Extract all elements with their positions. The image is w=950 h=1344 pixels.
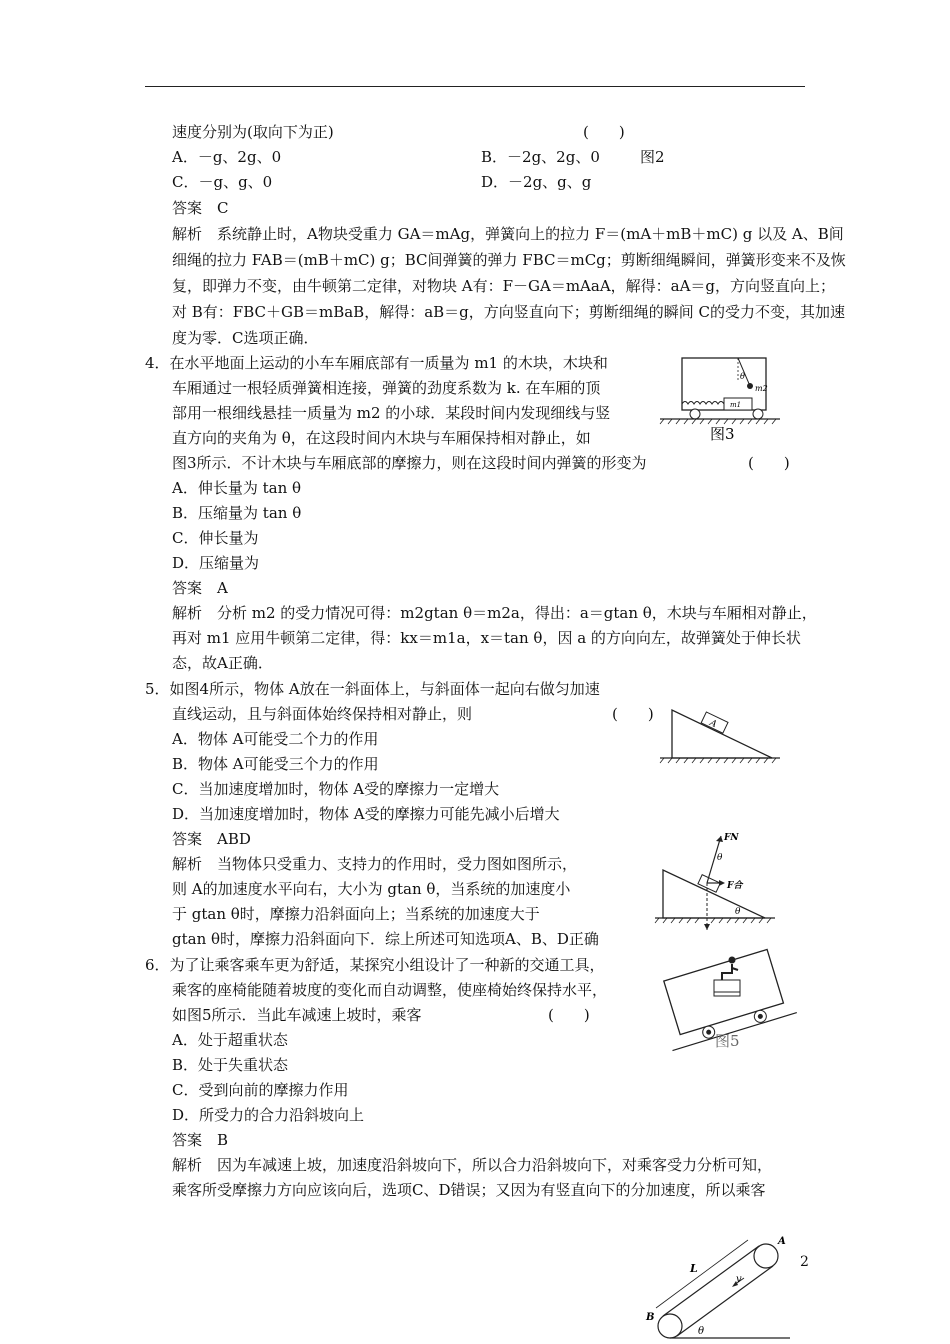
q4-analysis-line: 态，故A正确． (172, 654, 273, 672)
q5-option: B．物体 A可能受三个力的作用 (172, 755, 379, 773)
q5-answer: 答案 ABD (172, 830, 251, 848)
q4-stem-line: 直方向的夹角为 θ，在这段时间内木块与车厢保持相对静止，如 (172, 429, 591, 447)
belt-point-b: B (646, 1312, 655, 1323)
header-rule (145, 86, 805, 87)
q5-analysis-line: 解析 当物体只受重力、支持力的作用时，受力图如图所示， (172, 855, 578, 873)
q5-option: C．当加速度增加时，物体 A受的摩擦力一定增大 (172, 780, 500, 798)
q4-option: C．伸长量为 (172, 529, 259, 547)
q4-stem-line: 4．在水平地面上运动的小车车厢底部有一质量为 m1 的木块，木块和 (145, 354, 608, 372)
figure-conveyor-belt (640, 1232, 790, 1342)
figure-force-diagram (655, 828, 775, 938)
q5-stem-line: 直线运动，且与斜面体始终保持相对静止，则 (172, 705, 473, 723)
fig-fn-label: FN (724, 833, 739, 843)
q3-analysis-line: 细绳的拉力 FAB＝(mB＋mC) g；BC间弹簧的弹力 FBC＝mCg；剪断细绳瞬间，弹簧形变来不及恢 (172, 251, 846, 269)
q3-stem-tail: 速度分别为(取向下为正) (172, 123, 334, 141)
belt-length-label: L (690, 1262, 698, 1275)
q4-option: D．压缩量为 (172, 554, 260, 572)
q6-analysis-line: 乘客所受摩擦力方向应该向后，选项C、D错误；又因为有竖直向下的分加速度，所以乘客 (172, 1181, 766, 1199)
q3-option-d: D．－2g、g、g (481, 173, 592, 191)
q5-stem-line: 5．如图4所示，物体 A放在一斜面体上，与斜面体一起向右做匀加速 (145, 680, 600, 698)
q3-answer: 答案 C (172, 199, 229, 217)
q6-answer: 答案 B (172, 1131, 229, 1149)
q3-bracket: ( ) (583, 123, 625, 141)
fig-fhe-label: F合 (727, 881, 743, 891)
figure-5-vehicle (660, 940, 790, 1048)
q4-stem-line: 图3所示．不计木块与车厢底部的摩擦力，则在这段时间内弹簧的形变为 (172, 454, 647, 472)
q4-answer: 答案 A (172, 579, 228, 597)
q6-option: A．处于超重状态 (172, 1031, 288, 1049)
q5-analysis-line: gtan θ时，摩擦力沿斜面向下．综上所述可知选项A、B、D正确 (172, 930, 599, 948)
q3-option-c: C．－g、g、0 (172, 173, 273, 191)
figure-3-train-car (660, 352, 780, 442)
q4-analysis-line: 解析 分析 m2 的受力情况可得：m2gtan θ＝m2a，得出：a＝gtan θ，木块与车厢相对静止， (172, 604, 817, 622)
q3-option-a: A．－g、2g、0 (172, 148, 282, 166)
q5-analysis-line: 则 A的加速度水平向右，大小为 gtan θ，当系统的加速度小 (172, 880, 571, 898)
q6-option: D．所受力的合力沿斜坡向上 (172, 1106, 365, 1124)
q5-bracket: ( ) (612, 705, 654, 723)
q3-analysis-line: 复，即弹力不变，由牛顿第二定律，对物块 A有：F－GA＝mAaA，解得：aA＝g，方向竖直向上； (172, 277, 836, 295)
q4-stem-line: 车厢通过一根轻质弹簧相连接，弹簧的劲度系数为 k. 在车厢的顶 (172, 379, 601, 397)
q6-bracket: ( ) (548, 1006, 590, 1024)
fig5-caption: 图5 (715, 1032, 740, 1050)
q3-analysis-line: 对 B有：FBC＋GB＝mBaB，解得：aB＝g，方向竖直向下；剪断细绳的瞬间 C的受力不变，其加速 (172, 303, 846, 321)
q3-figure-label: 图2 (640, 148, 665, 166)
q4-option: B．压缩量为 tan θ (172, 504, 302, 522)
q6-option: B．处于失重状态 (172, 1056, 289, 1074)
q4-analysis-line: 再对 m1 应用牛顿第二定律，得：kx＝m1a，x＝tan θ，因 a 的方向向左，故弹簧处于伸长状 (172, 629, 801, 647)
q4-bracket: ( ) (748, 454, 790, 472)
belt-point-a: A (778, 1236, 786, 1247)
fig3-m1-label: m1 (730, 401, 742, 409)
figure-4-incline (660, 700, 780, 770)
q3-option-b: B．－2g、2g、0 (481, 148, 600, 166)
fig4-block-label: A (707, 718, 719, 730)
q6-analysis-line: 解析 因为车减速上坡，加速度沿斜坡向下，所以合力沿斜坡向下，对乘客受力分析可知， (172, 1156, 773, 1174)
fig-theta-bottom: θ (735, 907, 741, 917)
q4-option: A．伸长量为 tan θ (172, 479, 302, 497)
q6-option: C．受到向前的摩擦力作用 (172, 1081, 349, 1099)
q5-analysis-line: 于 gtan θ时，摩擦力沿斜面向上；当系统的加速度大于 (172, 905, 540, 923)
page-number: 2 (800, 1254, 809, 1270)
q5-option: D．当加速度增加时，物体 A受的摩擦力可能先减小后增大 (172, 805, 560, 823)
fig3-m2-label: m2 (755, 384, 768, 393)
q6-stem-line: 6．为了让乘客乘车更为舒适，某探究小组设计了一种新的交通工具， (145, 956, 605, 974)
q3-analysis-line: 度为零．C选项正确． (172, 329, 319, 347)
fig-theta-top: θ (717, 853, 723, 863)
q5-option: A．物体 A可能受二个力的作用 (172, 730, 379, 748)
q6-stem-line: 如图5所示．当此车减速上坡时，乘客 (172, 1006, 422, 1024)
fig3-caption: 图3 (710, 425, 735, 443)
belt-speed-label: v (736, 1274, 742, 1285)
belt-theta: θ (698, 1326, 705, 1337)
fig3-theta: θ (740, 372, 745, 381)
q4-stem-line: 部用一根细线悬挂一质量为 m2 的小球．某段时间内发现细线与竖 (172, 404, 611, 422)
q3-analysis-line: 解析 系统静止时，A物块受重力 GA＝mAg，弹簧向上的拉力 F＝(mA＋mB＋mC) g 以及 A、B间 (172, 225, 844, 243)
q6-stem-line: 乘客的座椅能随着坡度的变化而自动调整，使座椅始终保持水平， (172, 981, 608, 999)
